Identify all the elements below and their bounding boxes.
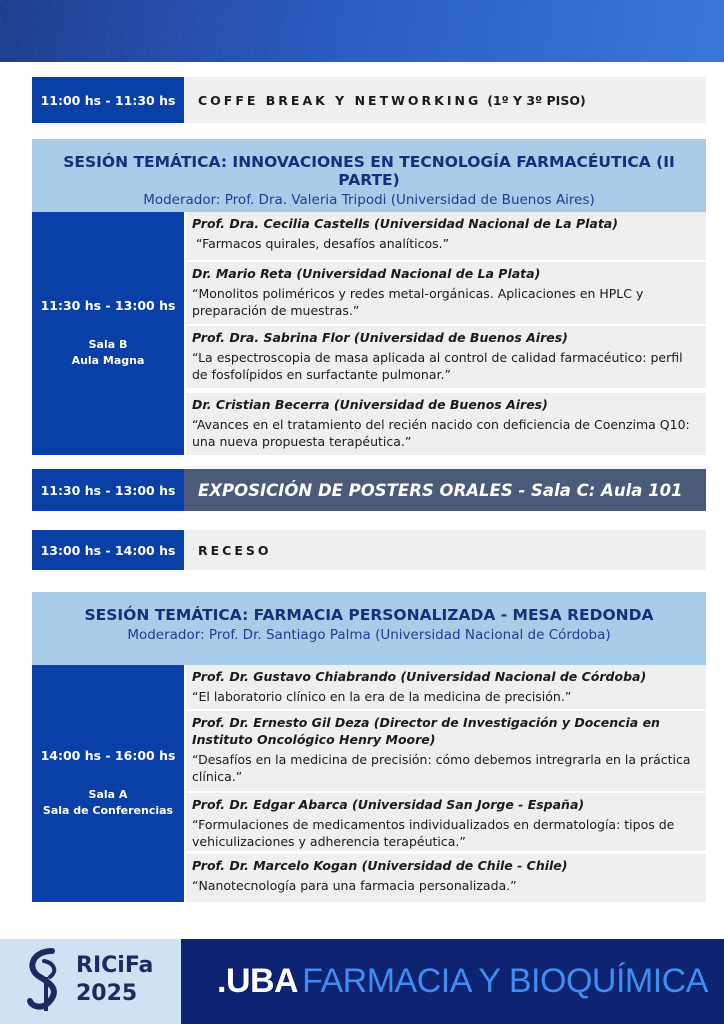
session1-time: 11:30 hs - 13:00 hs	[40, 298, 176, 313]
caduceus-icon	[22, 947, 72, 1013]
session1-room-line1: Sala B	[88, 338, 128, 351]
session1-talk-1	[186, 212, 706, 260]
coffee-break-text: COFFE BREAK Y NETWORKING	[198, 92, 482, 108]
talk-speaker: Prof. Dr. Gustavo Chiabrando (Universidad Nacional de Córdoba)	[192, 669, 647, 684]
talk-title: “Desafíos en la medicina de precisión: cómo debemos intregrarla en la práctica clínica.”	[192, 752, 691, 784]
session2-room-line1: Sala A	[88, 788, 128, 801]
talk-speaker: Prof. Dra. Sabrina Flor (Universidad de Buenos Aires)	[192, 330, 568, 345]
session1-talk-4	[186, 393, 706, 455]
recess-time: 13:00 hs - 14:00 hs	[32, 530, 184, 570]
session2-room-line2: Sala de Conferencias	[42, 804, 174, 817]
logo-year: 2025	[76, 981, 138, 1006]
session1-title: SESIÓN TEMÁTICA: INNOVACIONES EN TECNOLOGÍA FARMACÉUTICA (II PARTE)	[63, 153, 675, 189]
talk-title: “Nanotecnología para una farmacia personalizada.”	[192, 878, 517, 893]
session2-talk-2	[186, 711, 706, 791]
talk-speaker: Prof. Dr. Edgar Abarca (Universidad San Jorge - España)	[192, 797, 585, 812]
session2-moderator: Moderador: Prof. Dr. Santiago Palma (Universidad Nacional de Córdoba)	[127, 627, 611, 643]
session1-time-block	[32, 212, 184, 455]
session1-room-line2: Aula Magna	[71, 354, 145, 367]
posters-row	[32, 469, 706, 511]
talk-title: “La espectroscopia de masa aplicada al control de calidad farmacéutico: perfil de fosfolípidos en surfactante pulmonar.”	[192, 350, 683, 382]
talk-title: “El laboratorio clínico en la era de la medicina de precisión.”	[192, 689, 572, 704]
session2-talk-1	[186, 665, 706, 709]
talk-title: “Formulaciones de medicamentos individualizados en dermatología: tipos de vehiculizaciones y adherencia terapéutica.”	[192, 817, 675, 849]
posters-time: 11:30 hs - 13:00 hs	[32, 469, 184, 511]
talk-title: “Monolitos poliméricos y redes metal-orgánicas. Aplicaciones en HPLC y preparación de muestras.”	[192, 286, 644, 318]
logo-name: RICiFa	[76, 953, 154, 978]
session2-room	[43, 787, 173, 819]
talk-title: “Avances en el tratamiento del recién nacido con deficiencia de Coenzima Q10: una nueva propuesta terapéutica.”	[192, 417, 690, 449]
brand-uba: .UBA	[217, 962, 299, 1000]
session2-title: SESIÓN TEMÁTICA: FARMACIA PERSONALIZADA - MESA REDONDA	[84, 606, 654, 624]
header-banner	[0, 0, 724, 62]
talk-speaker: Prof. Dra. Cecilia Castells (Universidad Nacional de La Plata)	[192, 216, 618, 231]
talk-speaker: Prof. Dr. Marcelo Kogan (Universidad de Chile - Chile)	[192, 858, 568, 873]
coffee-break-row	[32, 77, 706, 123]
talk-speaker: Dr. Cristian Becerra (Universidad de Buenos Aires)	[192, 397, 548, 412]
posters-label: EXPOSICIÓN DE POSTERS ORALES - Sala C: Aula 101	[184, 469, 706, 511]
session2-time: 14:00 hs - 16:00 hs	[40, 748, 176, 763]
session1-room	[72, 337, 145, 369]
ricifa-logo	[0, 939, 181, 1024]
session2-header	[32, 592, 706, 665]
coffee-break-floors: (1º Y 3º PISO)	[487, 92, 586, 108]
session2-talk-4	[186, 854, 706, 902]
footer	[0, 939, 724, 1024]
talk-speaker: Dr. Mario Reta (Universidad Nacional de La Plata)	[192, 266, 541, 281]
session1-talk-3	[186, 326, 706, 388]
session1-talk-2	[186, 262, 706, 324]
recess-row	[32, 530, 706, 570]
session1-header	[32, 139, 706, 212]
coffee-break-label	[184, 77, 706, 123]
session1-moderator: Moderador: Prof. Dra. Valeria Tripodi (Universidad de Buenos Aires)	[143, 192, 595, 208]
coffee-break-time: 11:00 hs - 11:30 hs	[32, 77, 184, 123]
recess-label: RECESO	[184, 530, 706, 570]
brand-faculty: FARMACIA Y BIOQUÍMICA	[302, 962, 708, 1000]
talk-title: “Farmacos quirales, desafíos analíticos.”	[192, 236, 450, 251]
talk-speaker: Prof. Dr. Ernesto Gil Deza (Director de Investigación y Docencia en Instituto Oncológico Henry Moore)	[192, 715, 660, 747]
faculty-brand	[181, 939, 724, 1024]
session2-talk-3	[186, 793, 706, 851]
session2-time-block	[32, 665, 184, 902]
